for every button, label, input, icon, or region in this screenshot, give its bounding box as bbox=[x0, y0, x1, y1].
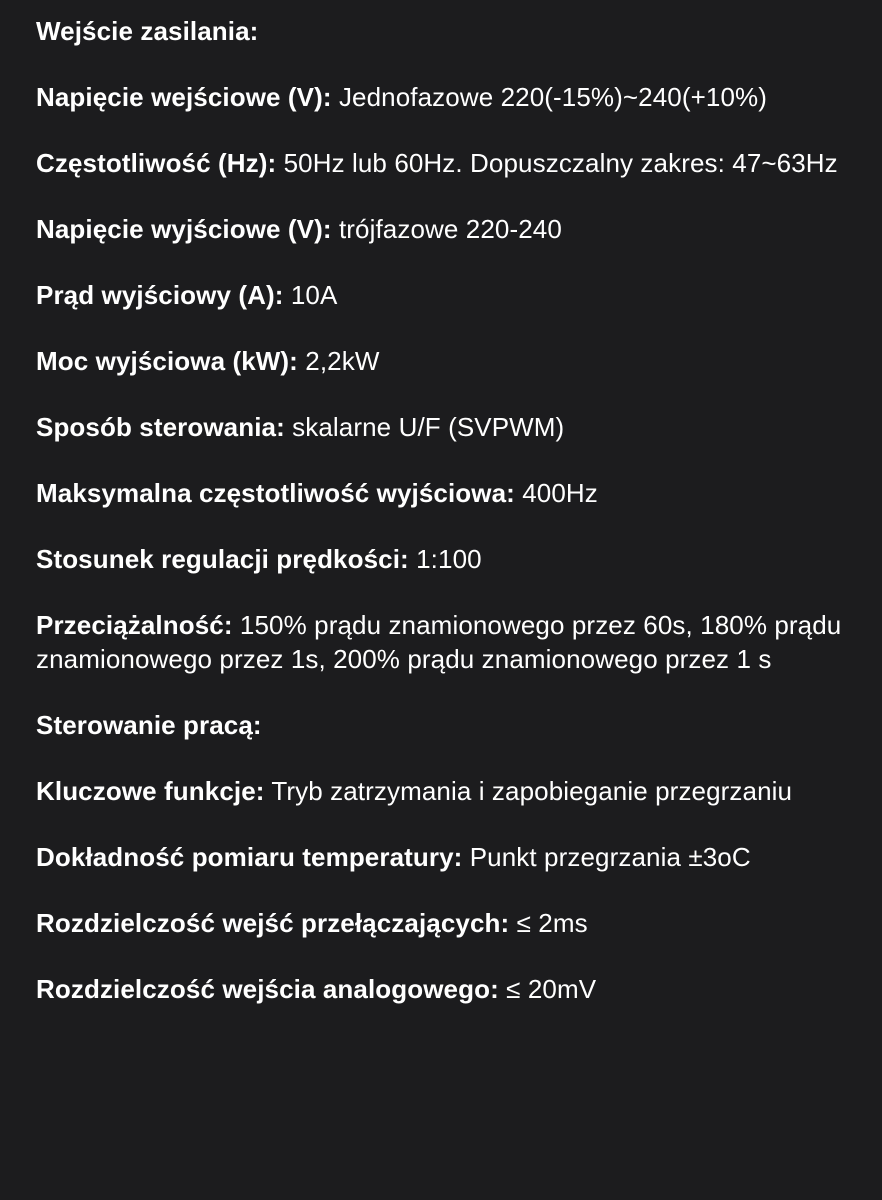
spec-label: Przeciążalność: bbox=[36, 610, 233, 640]
spec-value: 50Hz lub 60Hz. Dopuszczalny zakres: 47~63Hz bbox=[276, 148, 838, 178]
spec-overload bbox=[36, 608, 846, 676]
spec-label: Moc wyjściowa (kW): bbox=[36, 346, 298, 376]
spec-input-voltage bbox=[36, 80, 846, 114]
spec-label: Napięcie wejściowe (V): bbox=[36, 82, 332, 112]
spec-value: Punkt przegrzania ±3oC bbox=[462, 842, 751, 872]
spec-label: Częstotliwość (Hz): bbox=[36, 148, 277, 178]
spec-label: Maksymalna częstotliwość wyjściowa: bbox=[36, 478, 515, 508]
spec-output-current bbox=[36, 278, 846, 312]
spec-label: Prąd wyjściowy (A): bbox=[36, 280, 284, 310]
spec-analog-input-resolution bbox=[36, 972, 846, 1006]
spec-label: Rozdzielczość wejść przełączających: bbox=[36, 908, 510, 938]
spec-value: 150% prądu znamionowego przez 60s, 180% prądu znamionowego przez 1s, 200% prądu znamionowego przez 1 s bbox=[36, 610, 842, 674]
spec-label: Dokładność pomiaru temperatury: bbox=[36, 842, 463, 872]
spec-value: 1:100 bbox=[408, 544, 482, 574]
spec-value: ≤ 2ms bbox=[509, 908, 588, 938]
spec-value: ≤ 20mV bbox=[498, 974, 597, 1004]
spec-operation-control bbox=[36, 708, 846, 742]
spec-output-voltage bbox=[36, 212, 846, 246]
spec-label: Napięcie wyjściowe (V): bbox=[36, 214, 332, 244]
spec-power-input bbox=[36, 14, 846, 48]
spec-value: skalarne U/F (SVPWM) bbox=[284, 412, 565, 442]
spec-label: Sposób sterowania: bbox=[36, 412, 285, 442]
spec-value: 2,2kW bbox=[297, 346, 380, 376]
spec-key-functions bbox=[36, 774, 846, 808]
spec-value: Tryb zatrzymania i zapobieganie przegrzaniu bbox=[264, 776, 793, 806]
spec-value: Jednofazowe 220(-15%)~240(+10%) bbox=[331, 82, 767, 112]
spec-value: trójfazowe 220-240 bbox=[331, 214, 562, 244]
spec-max-output-frequency bbox=[36, 476, 846, 510]
spec-label: Kluczowe funkcje: bbox=[36, 776, 265, 806]
spec-output-power bbox=[36, 344, 846, 378]
spec-frequency bbox=[36, 146, 846, 180]
spec-control-method bbox=[36, 410, 846, 444]
spec-label: Stosunek regulacji prędkości: bbox=[36, 544, 409, 574]
spec-label: Wejście zasilania: bbox=[36, 16, 259, 46]
spec-temperature-accuracy bbox=[36, 840, 846, 874]
spec-label: Rozdzielczość wejścia analogowego: bbox=[36, 974, 499, 1004]
spec-value: 10A bbox=[283, 280, 338, 310]
spec-speed-ratio bbox=[36, 542, 846, 576]
spec-label: Sterowanie pracą: bbox=[36, 710, 262, 740]
spec-value: 400Hz bbox=[514, 478, 598, 508]
spec-switch-input-resolution bbox=[36, 906, 846, 940]
